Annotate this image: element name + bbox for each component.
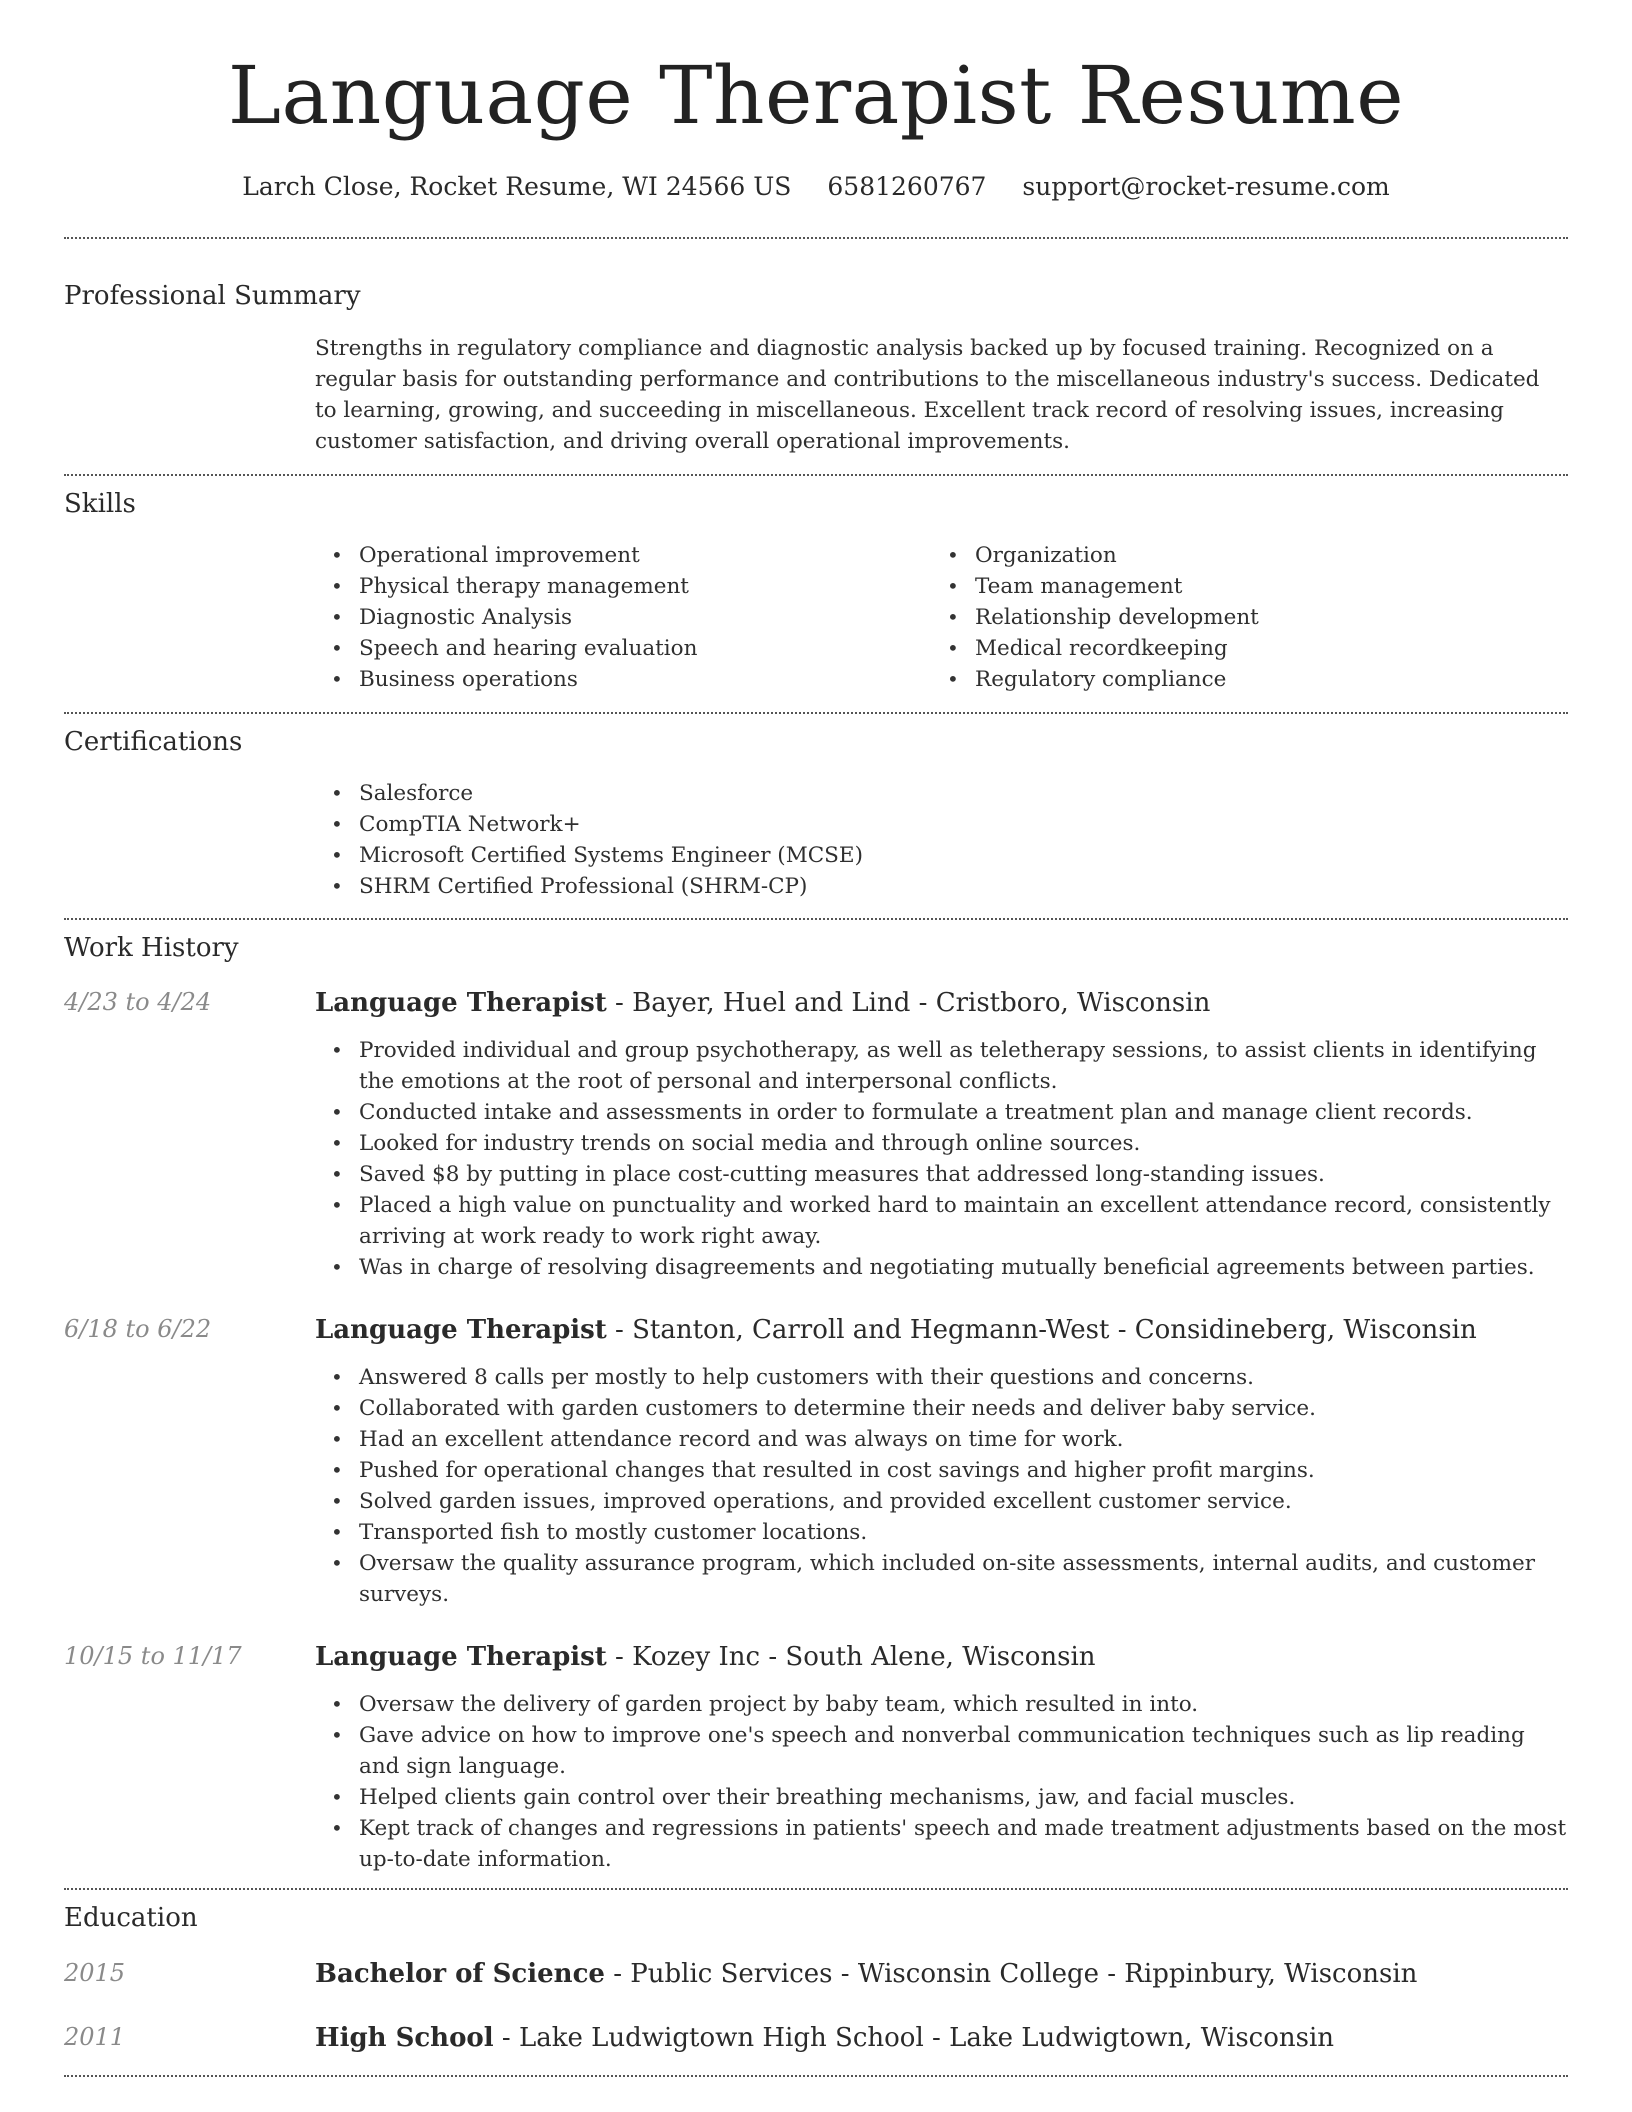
education-degree: High School [315,2023,494,2053]
job-role: Language Therapist [315,1315,607,1345]
list-item: • Salesforce [315,778,1568,809]
list-item: • Gave advice on how to improve one's speech and nonverbal communication techniques such as lip reading and sign language. [315,1720,1568,1782]
education-details [315,2023,1568,2053]
certifications-section [64,727,1568,902]
job-bullets [315,1035,1568,1283]
list-item: • Microsoft Certified Systems Engineer (MCSE) [315,840,1568,871]
divider [64,1888,1568,1890]
list-item: • Answered 8 calls per mostly to help customers with their questions and concerns. [315,1362,1568,1393]
job-employer: - Bayer, Huel and Lind - Cristboro, Wisconsin [606,988,1211,1018]
job-role: Language Therapist [315,988,607,1018]
job-employer: - Stanton, Carroll and Hegmann-West - Considineberg, Wisconsin [606,1315,1477,1345]
skills-section [64,489,1568,695]
list-item: • Relationship development [931,602,1547,633]
list-item: • Conducted intake and assessments in order to formulate a treatment plan and manage client records. [315,1097,1568,1128]
list-item: • Placed a high value on punctuality and worked hard to maintain an excellent attendance record, consistently arriving at work ready to work right away. [315,1190,1568,1252]
job-entry [64,988,1568,1283]
section-title-work-history: Work History [64,933,239,963]
list-item: • Had an excellent attendance record and was always on time for work. [315,1424,1568,1455]
job-employer: - Kozey Inc - South Alene, Wisconsin [606,1642,1096,1672]
education-institution: - Public Services - Wisconsin College - Rippinbury, Wisconsin [604,1959,1418,1989]
job-entry [64,1642,1568,1875]
education-details [315,1959,1568,1989]
list-item: • Saved $8 by putting in place cost-cutting measures that addressed long-standing issues. [315,1159,1568,1190]
list-item: • CompTIA Network+ [315,809,1568,840]
certifications-list [315,778,1568,902]
education-section [64,1903,1568,2053]
education-year: 2015 [64,1959,126,1987]
list-item: • Oversaw the delivery of garden project by baby team, which resulted in into. [315,1689,1568,1720]
job-dates: 10/15 to 11/17 [64,1642,242,1670]
section-title-skills: Skills [64,489,136,519]
list-item: • Looked for industry trends on social media and through online sources. [315,1128,1568,1159]
skills-list-right [931,540,1547,695]
list-item: • Transported fish to mostly customer locations. [315,1517,1568,1548]
list-item: • Was in charge of resolving disagreements and negotiating mutually beneficial agreements between parties. [315,1252,1568,1283]
education-entry [64,2023,1568,2053]
list-item: • Pushed for operational changes that resulted in cost savings and higher profit margins. [315,1455,1568,1486]
list-item: • SHRM Certified Professional (SHRM-CP) [315,871,1568,902]
education-institution: - Lake Ludwigtown High School - Lake Ludwigtown, Wisconsin [493,2023,1335,2053]
contact-email: support@rocket-resume.com [1022,172,1390,201]
education-degree: Bachelor of Science [315,1959,605,1989]
resume-title: Language Therapist Resume [227,49,1405,142]
resume-header [64,0,1568,201]
contact-address: Larch Close, Rocket Resume, WI 24566 US [242,172,792,201]
list-item: • Helped clients gain control over their breathing mechanisms, jaw, and facial muscles. [315,1782,1568,1813]
job-header [315,1642,1568,1672]
job-header [315,988,1568,1018]
divider [64,918,1568,920]
list-item: • Solved garden issues, improved operations, and provided excellent customer service. [315,1486,1568,1517]
job-bullets [315,1362,1568,1610]
list-item: • Provided individual and group psychotherapy, as well as teletherapy sessions, to assist clients in identifying the emotions at the root of personal and interpersonal conflicts. [315,1035,1568,1097]
section-title-certifications: Certifications [64,727,243,757]
list-item: • Regulatory compliance [931,664,1547,695]
education-entry [64,1959,1568,1989]
job-role: Language Therapist [315,1642,607,1672]
list-item: • Team management [931,571,1547,602]
list-item: • Speech and hearing evaluation [315,633,931,664]
work-history-section [64,933,1568,1875]
section-title-education: Education [64,1903,198,1933]
list-item: • Medical recordkeeping [931,633,1547,664]
list-item: • Operational improvement [315,540,931,571]
job-entry [64,1315,1568,1610]
list-item: • Diagnostic Analysis [315,602,931,633]
list-item: • Business operations [315,664,931,695]
job-bullets [315,1689,1568,1875]
job-dates: 6/18 to 6/22 [64,1315,212,1343]
divider [64,2075,1568,2077]
list-item: • Physical therapy management [315,571,931,602]
section-title-summary: Professional Summary [64,281,361,311]
summary-text: Strengths in regulatory compliance and diagnostic analysis backed up by focused training. Recognized on a regular basis for outstanding performance and contributions to the miscellaneous industry's success. Dedicated to learning, growing, and succeeding in miscellaneous. Excellent track record of resolving issues, increasing customer satisfaction, and driving overall operational improvements. [315,336,1540,454]
list-item: • Collaborated with garden customers to determine their needs and deliver baby service. [315,1393,1568,1424]
summary-section [64,281,1568,457]
list-item: • Organization [931,540,1547,571]
list-item: • Oversaw the quality assurance program, which included on-site assessments, internal audits, and customer surveys. [315,1548,1568,1610]
contact-line [64,172,1568,201]
divider [64,237,1568,239]
contact-phone: 6581260767 [827,172,987,201]
job-header [315,1315,1568,1345]
divider [64,474,1568,476]
divider [64,712,1568,714]
job-dates: 4/23 to 4/24 [64,988,212,1016]
skills-list-left [315,540,931,695]
list-item: • Kept track of changes and regressions in patients' speech and made treatment adjustments based on the most up-to-date information. [315,1813,1568,1875]
education-year: 2011 [64,2023,126,2051]
